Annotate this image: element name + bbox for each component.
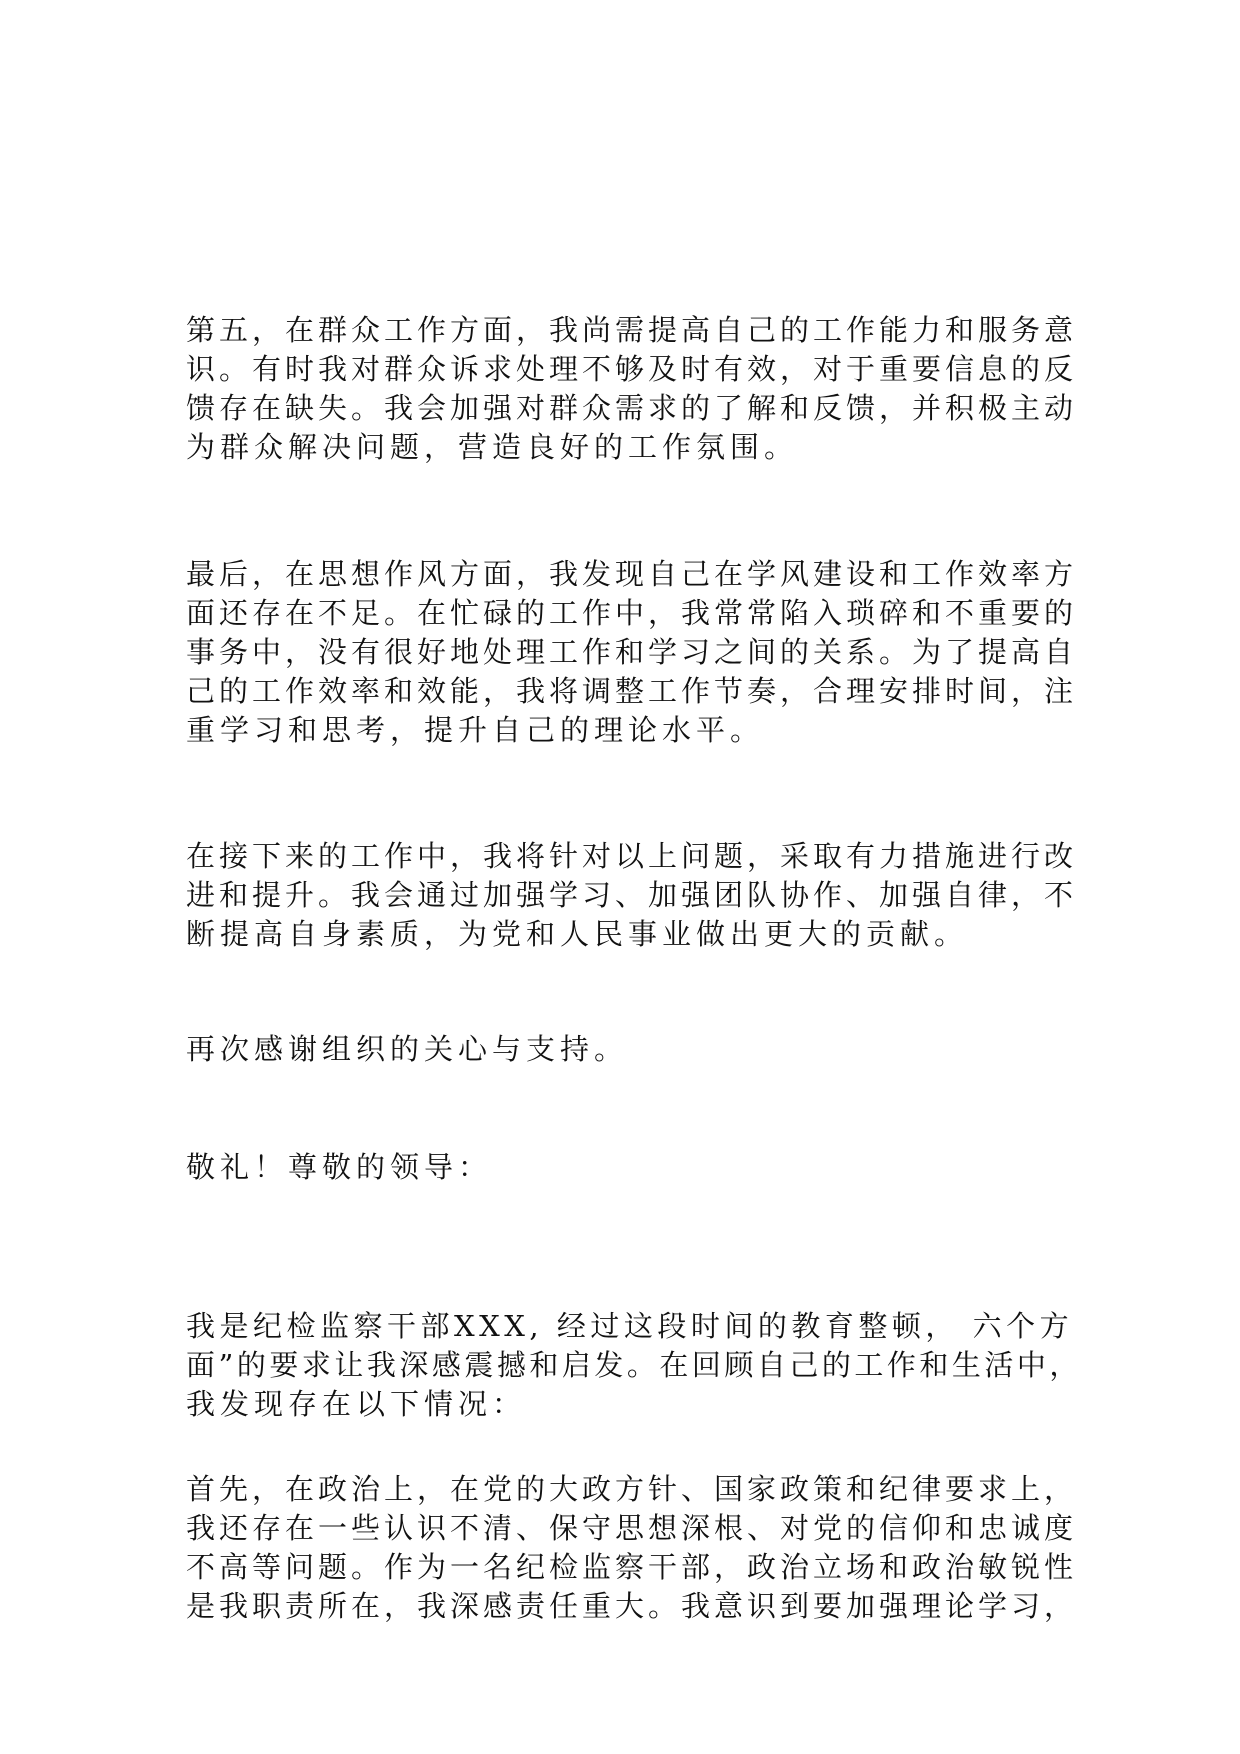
text-line: 是我职责所在，我深感责任重大。我意识到要加强理论学习， [186,1589,1078,1623]
text-line: 为群众解决问题，营造良好的工作氛围。 [186,430,799,464]
text-line: 进和提升。我会通过加强学习、加强团队协作、加强自律，不 [186,878,1078,912]
text-line: 断提高自身素质，为党和人民事业做出更大的贡献。 [186,917,969,951]
paragraph-thanks [186,1030,1086,1069]
text-line: 重学习和思考，提升自己的理论水平。 [186,713,765,747]
text-line: 识。有时我对群众诉求处理不够及时有效，对于重要信息的反 [186,352,1078,386]
text-line: 敬礼！尊敬的领导： [186,1150,493,1184]
text-line: 在接下来的工作中，我将针对以上问题，采取有力措施进行改 [186,839,1078,873]
text-line: 面”的要求让我深感震撼和启发。在回顾自己的工作和生活中， [186,1348,1082,1382]
text-line: 己的工作效率和效能，我将调整工作节奏，合理安排时间，注 [186,674,1078,708]
paragraph-next-steps [186,837,1086,954]
text-line: 我是纪检监察干部XXX, 经过这段时间的教育整顿， 六个方 [186,1309,1074,1343]
text-line: 事务中，没有很好地处理工作和学习之间的关系。为了提高自 [186,635,1078,669]
text-line: 面还存在不足。在忙碌的工作中，我常常陷入琐碎和不重要的 [186,596,1078,630]
text-line: 我还存在一些认识不清、保守思想深根、对党的信仰和忠诚度 [186,1511,1078,1545]
text-line: 首先，在政治上，在党的大政方针、国家政策和纪律要求上， [186,1472,1078,1506]
text-line: 不高等问题。作为一名纪检监察干部，政治立场和政治敏锐性 [186,1550,1078,1584]
paragraph-masses-work [186,311,1086,467]
text-line: 再次感谢组织的关心与支持。 [186,1032,629,1066]
text-line: 馈存在缺失。我会加强对群众需求的了解和反馈，并积极主动 [186,391,1078,425]
paragraph-salutation [186,1148,1086,1187]
text-line: 最后，在思想作风方面，我发现自己在学风建设和工作效率方 [186,557,1078,591]
paragraph-political [186,1470,1086,1626]
text-line: 我发现存在以下情况： [186,1387,527,1421]
paragraph-thought-style [186,555,1086,750]
paragraph-introduction [186,1307,1086,1424]
text-line: 第五，在群众工作方面，我尚需提高自己的工作能力和服务意 [186,313,1078,347]
